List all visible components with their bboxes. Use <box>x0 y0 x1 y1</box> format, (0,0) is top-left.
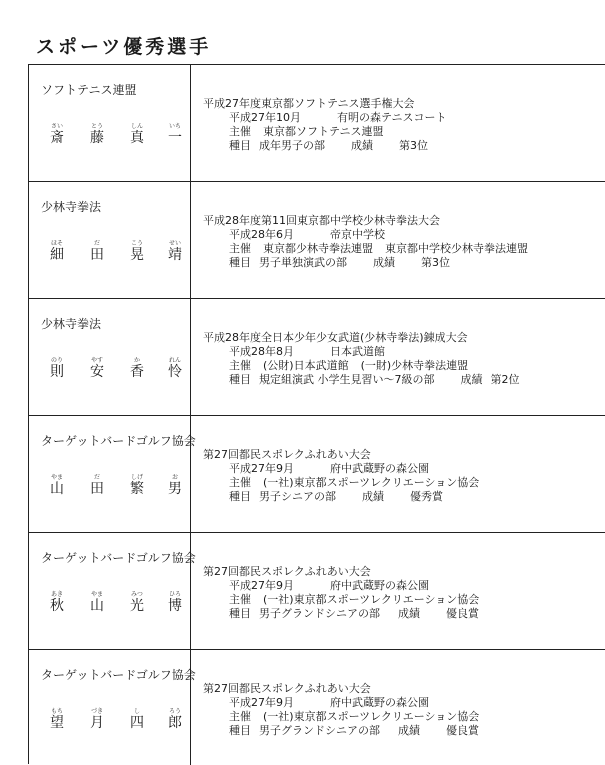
category-label: 種目 <box>229 607 251 620</box>
event-venue: 府中武蔵野の森公園 <box>330 579 429 592</box>
category-label: 種目 <box>229 373 251 386</box>
host-name: (一社)東京都スポーツレクリエーション協会 <box>263 710 480 723</box>
kanji: 一 <box>168 130 182 146</box>
name-char <box>83 123 111 146</box>
achievement-cell <box>203 182 603 298</box>
athlete-table <box>28 64 605 764</box>
name-char <box>43 357 71 380</box>
athlete-info-cell <box>29 65 191 181</box>
event-name: 平成28年度第11回東京都中学校少林寺拳法大会 <box>203 214 440 227</box>
athlete-info-cell <box>29 416 196 532</box>
achievement-cell <box>203 65 603 181</box>
furigana: いち <box>168 123 181 130</box>
event-host <box>229 710 479 724</box>
athlete-name <box>43 357 183 383</box>
category-label: 種目 <box>229 256 251 269</box>
category: 男子グランドシニアの部 <box>259 724 380 737</box>
athlete-row <box>29 416 605 533</box>
result: 第3位 <box>421 256 450 269</box>
kanji: 月 <box>90 715 104 731</box>
kanji: 博 <box>168 598 182 614</box>
furigana: お <box>171 474 178 481</box>
athlete-row <box>29 650 605 765</box>
event-venue: 府中武蔵野の森公園 <box>330 696 429 709</box>
host-name-2: 東京都中学校少林寺拳法連盟 <box>385 242 528 255</box>
name-char <box>161 240 189 263</box>
kanji: 四 <box>130 715 144 731</box>
athlete-row <box>29 299 605 416</box>
event-date-venue <box>229 696 429 710</box>
furigana: みつ <box>131 591 143 598</box>
result-label: 成績 <box>351 139 373 152</box>
achievement-cell <box>203 299 603 415</box>
result: 優秀賞 <box>410 490 443 503</box>
event-date-venue <box>229 579 429 593</box>
furigana: もち <box>50 708 63 715</box>
organization-name: ターゲットバードゴルフ協会 <box>41 668 196 682</box>
event-host <box>229 242 528 256</box>
page-title: スポーツ優秀選手 <box>36 36 212 58</box>
furigana: ひろ <box>168 591 181 598</box>
event-name: 第27回都民スポレクふれあい大会 <box>203 448 371 461</box>
furigana: ろう <box>168 708 181 715</box>
name-char <box>43 123 71 146</box>
furigana: あき <box>50 591 63 598</box>
event-date-venue <box>229 345 385 359</box>
host-name: 東京都ソフトテニス連盟 <box>263 125 384 138</box>
event-name: 第27回都民スポレクふれあい大会 <box>203 565 371 578</box>
organization-name: ターゲットバードゴルフ協会 <box>41 434 196 448</box>
furigana: か <box>133 357 140 364</box>
name-char <box>123 591 151 614</box>
name-char <box>83 708 111 731</box>
category-label: 種目 <box>229 724 251 737</box>
event-name: 第27回都民スポレクふれあい大会 <box>203 682 371 695</box>
result: 優良賞 <box>446 607 479 620</box>
name-char <box>43 240 71 263</box>
event-venue: 帝京中学校 <box>330 228 385 241</box>
furigana: しげ <box>130 474 143 481</box>
name-char <box>123 474 151 497</box>
kanji: 田 <box>90 247 104 263</box>
furigana: やす <box>90 357 103 364</box>
achievement-cell <box>203 533 603 649</box>
category: 規定組演武 小学生見習い～7級の部 <box>259 373 435 386</box>
event-date: 平成27年10月 <box>229 111 301 124</box>
kanji: 細 <box>50 247 64 263</box>
host-label: 主催 <box>229 710 251 723</box>
host-label: 主催 <box>229 359 251 372</box>
name-char <box>123 357 151 380</box>
name-char <box>123 240 151 263</box>
furigana: し <box>133 708 140 715</box>
host-name: (一社)東京都スポーツレクリエーション協会 <box>263 476 480 489</box>
result-label: 成績 <box>362 490 384 503</box>
event-host <box>229 593 479 607</box>
achievement-cell <box>203 416 603 532</box>
result: 第3位 <box>399 139 428 152</box>
host-name-2: (一財)少林寺拳法連盟 <box>360 359 469 372</box>
athlete-info-cell <box>29 299 191 415</box>
athlete-row <box>29 533 605 650</box>
event-date-venue <box>229 462 429 476</box>
athlete-info-cell <box>29 650 196 765</box>
organization-name: 少林寺拳法 <box>41 317 102 331</box>
athlete-name <box>43 240 183 266</box>
event-name: 平成28年度全日本少年少女武道(少林寺拳法)錬成大会 <box>203 331 468 344</box>
kanji: 晃 <box>130 247 144 263</box>
furigana: だ <box>93 474 100 481</box>
kanji: 光 <box>130 598 144 614</box>
event-category-result <box>229 607 479 621</box>
event-venue: 府中武蔵野の森公園 <box>330 462 429 475</box>
event-host <box>229 476 479 490</box>
furigana: やま <box>50 474 63 481</box>
athlete-row <box>29 182 605 299</box>
name-char <box>43 591 71 614</box>
kanji: 則 <box>50 364 64 380</box>
kanji: 香 <box>130 364 144 380</box>
name-char <box>123 123 151 146</box>
furigana: だ <box>93 240 100 247</box>
event-date: 平成27年9月 <box>229 696 294 709</box>
event-date: 平成27年9月 <box>229 462 294 475</box>
result-label: 成績 <box>398 724 420 737</box>
event-category-result <box>229 724 479 738</box>
name-char <box>161 591 189 614</box>
host-label: 主催 <box>229 476 251 489</box>
furigana: づき <box>90 708 103 715</box>
name-char <box>83 474 111 497</box>
result-label: 成績 <box>373 256 395 269</box>
kanji: 山 <box>90 598 104 614</box>
kanji: 藤 <box>90 130 104 146</box>
host-name: 東京都少林寺拳法連盟 <box>263 242 373 255</box>
result: 優良賞 <box>446 724 479 737</box>
category: 男子単独演武の部 <box>259 256 347 269</box>
kanji: 望 <box>50 715 64 731</box>
event-date: 平成28年8月 <box>229 345 294 358</box>
furigana: せい <box>168 240 181 247</box>
host-name: (公財)日本武道館 <box>263 359 349 372</box>
furigana: さい <box>50 123 63 130</box>
event-venue: 日本武道館 <box>330 345 385 358</box>
furigana: ほそ <box>50 240 63 247</box>
organization-name: ターゲットバードゴルフ協会 <box>41 551 196 565</box>
host-label: 主催 <box>229 125 251 138</box>
kanji: 山 <box>50 481 64 497</box>
name-char <box>161 708 189 731</box>
kanji: 安 <box>90 364 104 380</box>
furigana: れん <box>168 357 181 364</box>
event-date-venue <box>229 111 447 125</box>
kanji: 斎 <box>50 130 64 146</box>
category: 男子シニアの部 <box>259 490 336 503</box>
result-label: 成績 <box>460 373 483 386</box>
name-char <box>161 474 189 497</box>
event-host <box>229 359 468 373</box>
name-char <box>83 240 111 263</box>
furigana: やま <box>90 591 103 598</box>
name-char <box>83 591 111 614</box>
event-date-venue <box>229 228 385 242</box>
athlete-info-cell <box>29 182 191 298</box>
name-char <box>161 357 189 380</box>
athlete-name <box>43 591 183 617</box>
kanji: 田 <box>90 481 104 497</box>
athlete-name <box>43 708 183 734</box>
achievement-cell <box>203 650 603 765</box>
host-name: (一社)東京都スポーツレクリエーション協会 <box>263 593 480 606</box>
kanji: 男 <box>168 481 182 497</box>
kanji: 真 <box>130 130 144 146</box>
athlete-name <box>43 123 183 149</box>
kanji: 繁 <box>130 481 144 497</box>
event-host <box>229 125 396 139</box>
event-category-result <box>229 139 428 153</box>
kanji: 郎 <box>168 715 182 731</box>
event-name: 平成27年度東京都ソフトテニス選手権大会 <box>203 97 415 110</box>
category-label: 種目 <box>229 490 251 503</box>
result: 第2位 <box>490 373 520 386</box>
kanji: 靖 <box>168 247 182 263</box>
athlete-info-cell <box>29 533 196 649</box>
event-date: 平成27年9月 <box>229 579 294 592</box>
event-date: 平成28年6月 <box>229 228 294 241</box>
name-char <box>123 708 151 731</box>
furigana: のり <box>50 357 63 364</box>
event-category-result <box>229 373 520 387</box>
organization-name: 少林寺拳法 <box>41 200 102 214</box>
athlete-name <box>43 474 183 500</box>
event-category-result <box>229 490 443 504</box>
organization-name: ソフトテニス連盟 <box>41 83 137 97</box>
category-label: 種目 <box>229 139 251 152</box>
host-label: 主催 <box>229 593 251 606</box>
kanji: 怜 <box>168 364 182 380</box>
name-char <box>43 708 71 731</box>
category: 成年男子の部 <box>259 139 325 152</box>
category: 男子グランドシニアの部 <box>259 607 380 620</box>
furigana: こう <box>130 240 143 247</box>
event-category-result <box>229 256 450 270</box>
athlete-row <box>29 65 605 182</box>
name-char <box>83 357 111 380</box>
name-char <box>43 474 71 497</box>
furigana: しん <box>130 123 143 130</box>
name-char <box>161 123 189 146</box>
event-venue: 有明の森テニスコート <box>337 111 447 124</box>
host-label: 主催 <box>229 242 251 255</box>
result-label: 成績 <box>398 607 420 620</box>
kanji: 秋 <box>50 598 64 614</box>
furigana: とう <box>90 123 103 130</box>
